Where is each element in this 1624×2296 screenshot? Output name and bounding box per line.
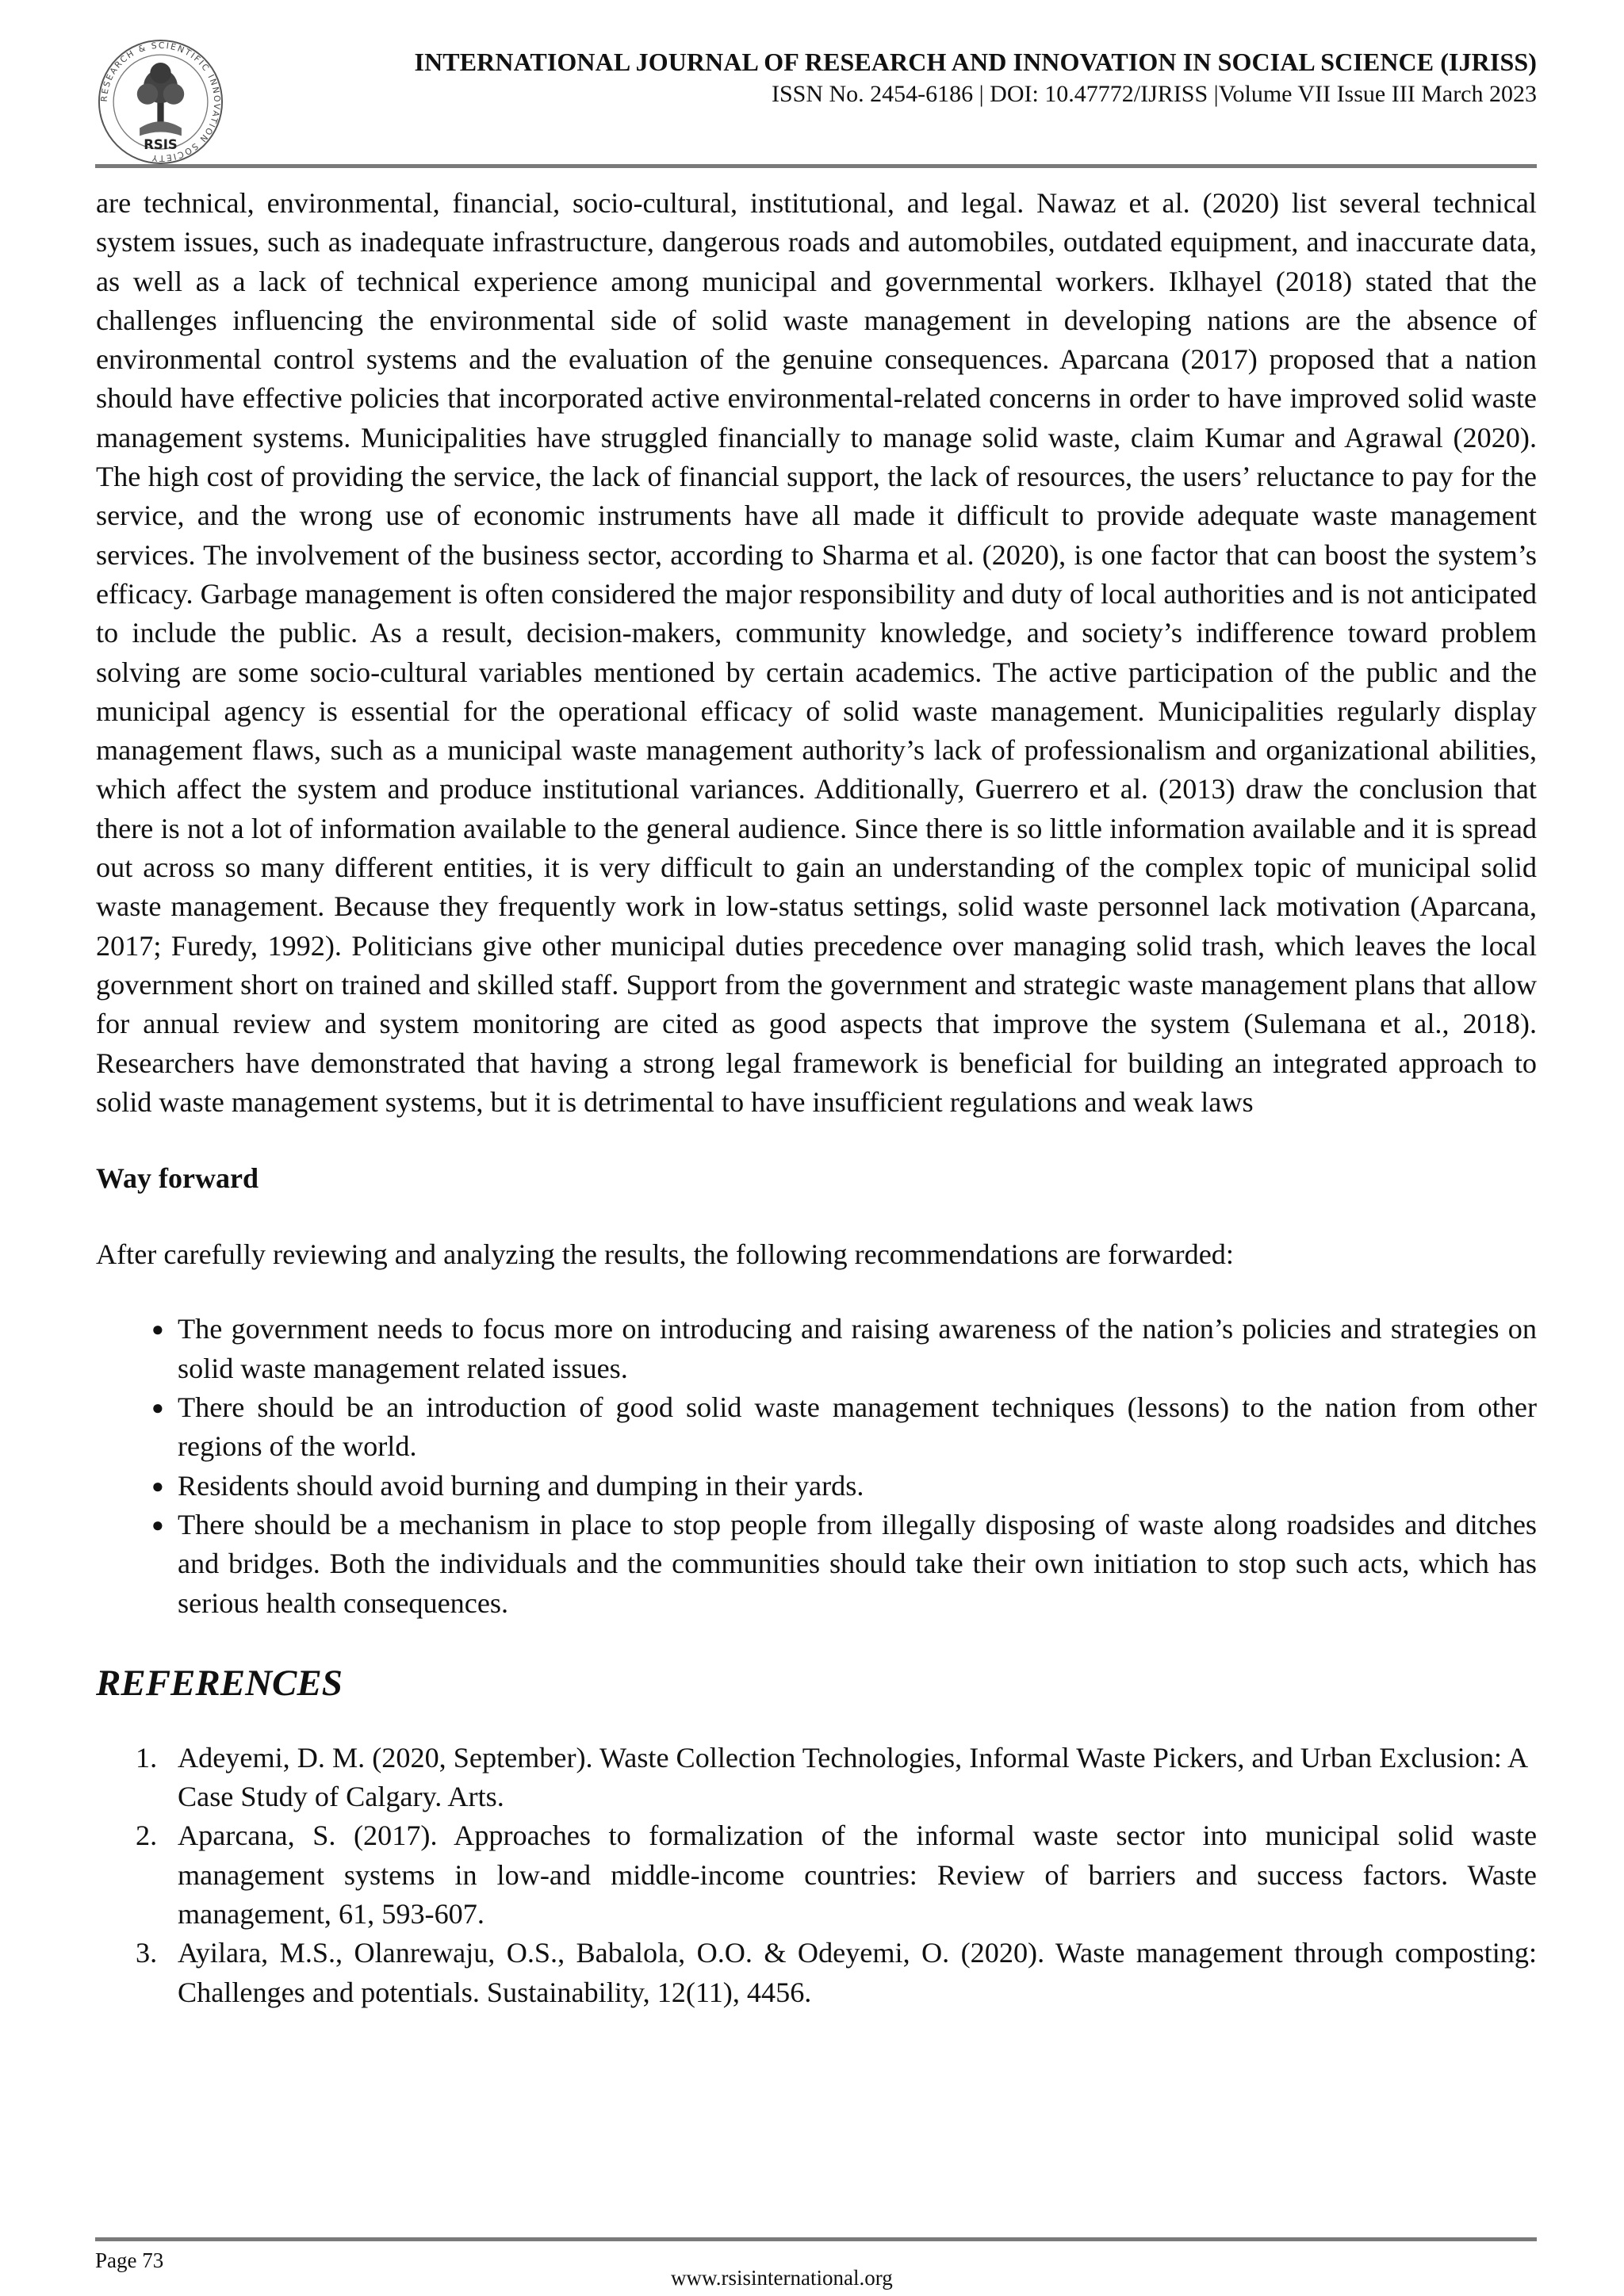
- list-item-text: There should be an introduction of good solid waste management techniques (lessons) to the nation from other regions of the world.: [178, 1391, 1537, 1463]
- footer-divider: [95, 2237, 1537, 2241]
- references-list: [96, 1739, 1537, 2012]
- way-forward-heading: Way forward: [96, 1162, 259, 1195]
- header-divider: [95, 164, 1537, 168]
- list-item: [96, 1467, 1537, 1506]
- recommendations-list: [96, 1310, 1537, 1622]
- bullet-icon: ●: [151, 1474, 164, 1498]
- list-item: [96, 1388, 1537, 1467]
- page-number: Page 73: [95, 2248, 164, 2272]
- reference-item: [96, 1739, 1537, 1817]
- list-item: [96, 1506, 1537, 1623]
- reference-item: [96, 1816, 1537, 1934]
- list-item-text: There should be a mechanism in place to stop people from illegally disposing of waste along roadsides and ditches and bridges. Both the individuals and the communities should take their own initiation to stop such acts, which has serious health consequences.: [178, 1508, 1537, 1619]
- list-item: [96, 1310, 1537, 1388]
- reference-item: [96, 1934, 1537, 2012]
- reference-text: Ayilara, M.S., Olanrewaju, O.S., Babalola, O.O. & Odeyemi, O. (2020). Waste management through composting: Challenges and potentials. Sustainability, 12(11), 4456.: [178, 1937, 1537, 2008]
- body-paragraph: are technical, environmental, financial, socio-cultural, institutional, and legal. Nawaz et al. (2020) list several technical system issues, such as inadequate infrastructure, dangerous roads and automobiles, outdated equipment, and inaccurate data, as well as a lack of technical experience among municipal and governmental workers. Iklhayel (2018) stated that the challenges influencing the environmental side of solid waste management in developing nations are the absence of environmental control systems and the evaluation of the genuine consequences. Aparcana (2017) proposed that a nation should have effective policies that incorporated active environmental-related concerns in order to have improved solid waste management systems. Municipalities have struggled financially to manage solid waste, claim Kumar and Agrawal (2020). The high cost of providing the service, the lack of financial support, the lack of resources, the users’ reluctance to pay for the service, and the wrong use of economic instruments have all made it difficult to provide adequate waste management services. The involvement of the business sector, according to Sharma et al. (2020), is one factor that can boost the system’s efficacy. Garbage management is often considered the major responsibility and duty of local authorities and is not anticipated to include the public. As a result, decision-makers, community knowledge, and society’s indifference toward problem solving are some socio-cultural variables mentioned by certain academics. The active participation of the public and the municipal agency is essential for the operational efficacy of solid waste management. Municipalities regularly display management flaws, such as a municipal waste management authority’s lack of professionalism and organizational abilities, which affect the system and produce institutional variances. Additionally, Guerrero et al. (2013) draw the conclusion that there is not a lot of information available to the general audience. Since there is so little information available and it is spread out across so many different entities, it is very difficult to gain an understanding of the complex topic of municipal solid waste management. Because they frequently work in low-status settings, solid waste personnel lack motivation (Aparcana, 2017; Furedy, 1992). Politicians give other municipal duties precedence over managing solid trash, which leaves the local government short on trained and skilled staff. Support from the government and strategic waste management plans that allow for annual review and system monitoring are cited as good aspects that improve the system (Sulemana et al., 2018). Researchers have demonstrated that having a strong legal framework is beneficial for building an integrated approach to solid waste management systems, but it is detrimental to have insufficient regulations and weak laws: [96, 187, 1537, 1118]
- reference-text: Aparcana, S. (2017). Approaches to formalization of the informal waste sector into municipal solid waste management systems in low-and middle-income countries: Review of barriers and success factors. Waste management, 61, 593-607.: [178, 1820, 1537, 1930]
- reference-number: 2.: [136, 1820, 158, 1852]
- reference-number: 3.: [136, 1937, 158, 1969]
- bullet-icon: ●: [151, 1396, 164, 1420]
- bullet-icon: ●: [151, 1513, 164, 1536]
- list-item-text: Residents should avoid burning and dumping in their yards.: [178, 1469, 864, 1502]
- journal-issn-line: ISSN No. 2454-6186 | DOI: 10.47772/IJRISS |Volume VII Issue III March 2023: [771, 81, 1537, 107]
- list-item-text: The government needs to focus more on introducing and raising awareness of the nation’s policies and strategies on solid waste management related issues.: [178, 1313, 1537, 1384]
- recommendations-intro: After carefully reviewing and analyzing the results, the following recommendations are forwarded:: [96, 1238, 1234, 1271]
- reference-text: Adeyemi, D. M. (2020, September). Waste Collection Technologies, Informal Waste Pickers, and Urban Exclusion: A Case Study of Calgary. Arts.: [178, 1741, 1527, 1813]
- page-header: [95, 32, 1537, 166]
- logo-ring-text: RESEARCH & SCIENTIFIC INNOVATION SOCIETY: [98, 40, 223, 164]
- reference-number: 1.: [136, 1741, 158, 1774]
- rsis-logo-icon: [95, 36, 226, 167]
- bullet-icon: ●: [151, 1318, 164, 1341]
- references-heading: REFERENCES: [96, 1662, 343, 1704]
- page-content: [96, 184, 1537, 2012]
- journal-title: INTERNATIONAL JOURNAL OF RESEARCH AND INNOVATION IN SOCIAL SCIENCE (IJRISS): [414, 48, 1537, 76]
- logo-text: RSIS: [144, 136, 178, 152]
- website-link[interactable]: www.rsisinternational.org: [671, 2266, 893, 2290]
